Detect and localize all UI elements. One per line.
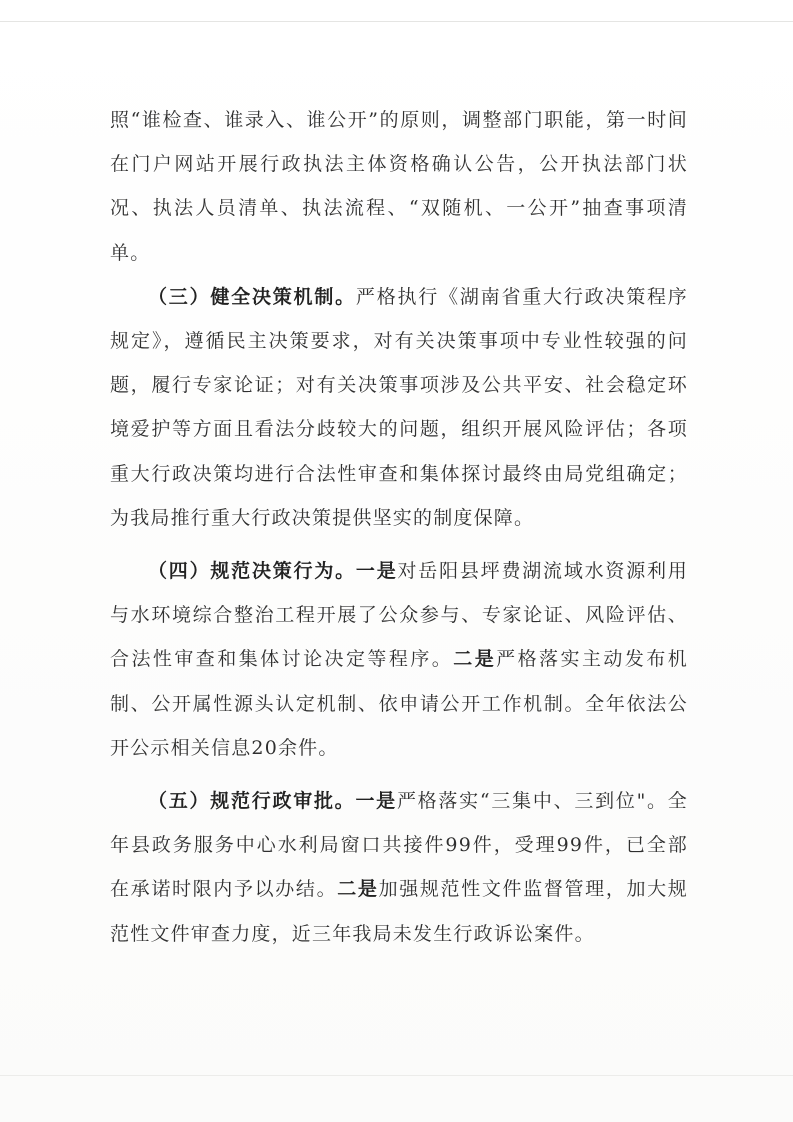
paragraph-text: 照“谁检查、谁录入、谁公开”的原则，调整部门职能，第一时间在门户网站开展行政执法主体资格确认公告，公开执法部门状况、执法人员清单、执法流程、“双随机、一公开”抽查事项清单。 — [110, 109, 688, 264]
item-lead: 一是 — [355, 790, 397, 813]
document-body — [110, 98, 688, 965]
scan-edge-bottom — [0, 1075, 793, 1076]
paragraph-decision-mechanism — [110, 275, 688, 540]
paragraph-text: 加强规范性文件监督管理，加大规范性文件审查力度，近三年我局未发生行政诉讼案件。 — [110, 878, 688, 945]
paragraph-text: 对岳阳县坪费湖流域水资源利用与水环境综合整治工程开展了公众参与、专家论证、风险评估、合法性审查和集体讨论决定等程序。 — [110, 560, 688, 671]
paragraph-administrative-approval — [110, 779, 688, 956]
paragraph-continuation — [110, 98, 688, 275]
item-lead: 二是 — [337, 878, 379, 901]
paragraph-decision-behavior — [110, 549, 688, 770]
paragraph-text: 严格执行《湖南省重大行政决策程序规定》，遵循民主决策要求，对有关决策事项中专业性较强的问题，履行专家论证；对有关决策事项涉及公共平安、社会稳定环境爱护等方面且看法分歧较大的问题，组织开展风险评估；各项重大行政决策均进行合法性审查和集体探讨最终由局党组确定；为我局推行重大行政决策提供坚实的制度保障。 — [110, 285, 688, 529]
item-lead: 一是 — [355, 560, 398, 583]
paragraph-text: 严格落实主动发布机制、公开属性源头认定机制、依申请公开工作机制。全年依法公开公示相关信息20余件。 — [110, 648, 688, 759]
section-heading: （五）规范行政审批。 — [148, 790, 356, 813]
item-lead: 二是 — [453, 648, 497, 671]
paragraph-text: 严格落实“三集中、三到位"。全年县政务服务中心水利局窗口共接件99件，受理99件，已全部在承诺时限内予以办结。 — [110, 790, 688, 901]
scan-edge-top — [0, 21, 793, 22]
section-heading: （三）健全决策机制。 — [148, 285, 356, 308]
section-heading: （四）规范决策行为。 — [148, 560, 356, 583]
